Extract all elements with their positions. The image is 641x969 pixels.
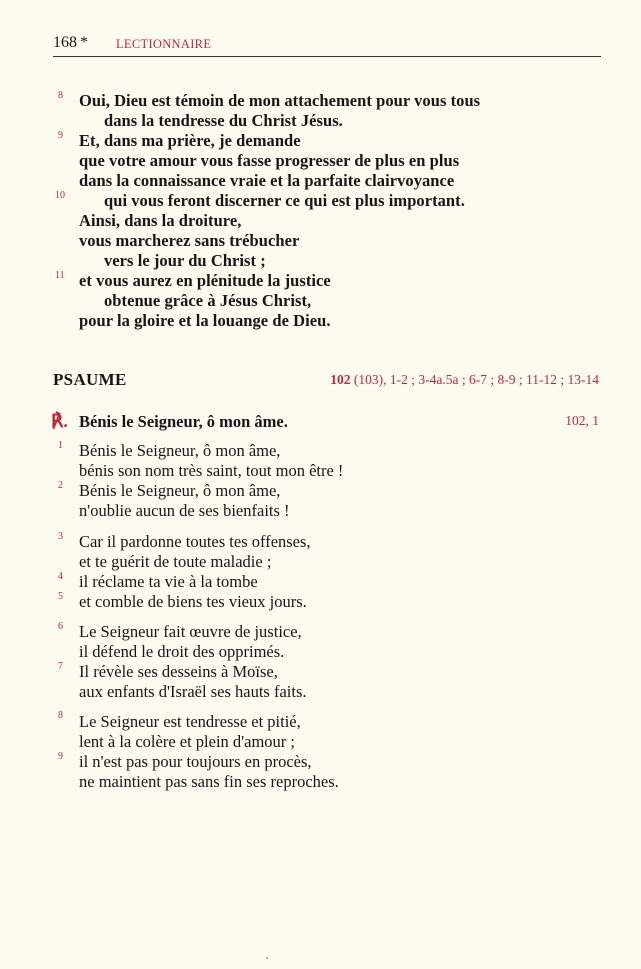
verse-number: 9 (58, 751, 63, 762)
text-line: et vous aurez en plénitude la justice (79, 271, 331, 290)
text-line: dans la tendresse du Christ Jésus. (104, 111, 343, 130)
text-line: ne maintient pas sans fin ses reproches. (79, 772, 339, 791)
text-line: lent à la colère et plein d'amour ; (79, 732, 296, 751)
text-line: Le Seigneur est tendresse et pitié, (79, 712, 301, 731)
text-line: Car il pardonne toutes tes offenses, (79, 532, 311, 551)
text-line: bénis son nom très saint, tout mon être ! (79, 461, 344, 480)
page-speck (266, 957, 268, 959)
text-line: Ainsi, dans la droiture, (79, 211, 242, 230)
verse-number: 8 (58, 710, 63, 721)
psalm-title: PSAUME (53, 370, 127, 389)
section-name: LECTIONNAIRE (116, 37, 212, 51)
verse-number: 4 (58, 571, 63, 582)
verse-number: 5 (58, 591, 63, 602)
verse-number: 2 (58, 480, 63, 491)
refrain-reference: 102, 1 (565, 413, 599, 428)
verse-number: 1 (58, 440, 63, 451)
response-symbol: ℟. (51, 411, 68, 431)
text-line: pour la gloire et la louange de Dieu. (79, 311, 331, 330)
text-line: que votre amour vous fasse progresser de plus en plus (79, 151, 460, 170)
text-line: Il révèle ses desseins à Moïse, (79, 662, 278, 681)
verse-number: 8 (58, 90, 63, 101)
text-line: vous marcherez sans trébucher (79, 231, 300, 250)
psalm-reference: 102 (103), 1-2 ; 3-4a.5a ; 6-7 ; 8-9 ; 11-12 ; 13-14 (330, 372, 599, 387)
text-line: Bénis le Seigneur, ô mon âme, (79, 441, 281, 460)
verse-number: 9 (58, 130, 63, 141)
verse-number: 11 (55, 270, 65, 281)
text-line: Bénis le Seigneur, ô mon âme, (79, 481, 281, 500)
text-line: et te guérit de toute maladie ; (79, 552, 272, 571)
text-line: Oui, Dieu est témoin de mon attachement pour vous tous (79, 91, 481, 110)
verse-number: 10 (55, 190, 65, 201)
text-line: Et, dans ma prière, je demande (79, 131, 301, 150)
page-header (53, 34, 601, 57)
text-line: aux enfants d'Israël ses hauts faits. (79, 682, 307, 701)
text-line: dans la connaissance vraie et la parfaite clairvoyance (79, 171, 455, 190)
refrain-text: Bénis le Seigneur, ô mon âme. (79, 412, 288, 431)
text-line: il réclame ta vie à la tombe (79, 572, 258, 591)
verse-number: 3 (58, 531, 63, 542)
text-line: il n'est pas pour toujours en procès, (79, 752, 312, 771)
verse-number: 6 (58, 621, 63, 632)
page-number: 168 * (53, 34, 88, 51)
text-line: vers le jour du Christ ; (104, 251, 266, 270)
text-line: n'oublie aucun de ses bienfaits ! (79, 501, 290, 520)
text-line: et comble de biens tes vieux jours. (79, 592, 307, 611)
text-line: Le Seigneur fait œuvre de justice, (79, 622, 302, 641)
text-line: obtenue grâce à Jésus Christ, (104, 291, 312, 310)
verse-number: 7 (58, 661, 63, 672)
text-line: qui vous feront discerner ce qui est plus important. (104, 191, 465, 210)
text-line: il défend le droit des opprimés. (79, 642, 285, 661)
